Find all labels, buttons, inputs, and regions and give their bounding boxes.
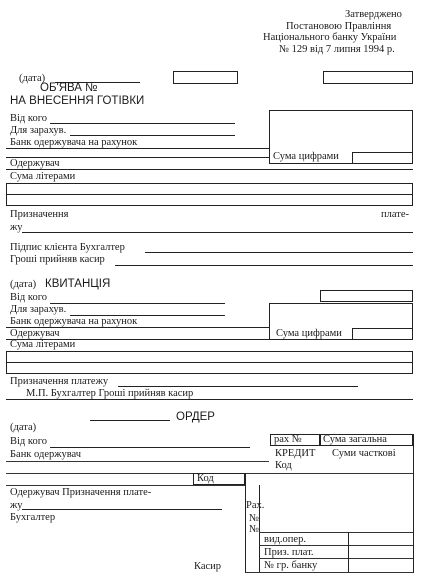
order-title-line [90, 420, 170, 421]
receipt-credit-to-label: Для зарахув. [10, 304, 67, 315]
order-date-label: (дата) [10, 422, 37, 433]
order-from-label: Від кого [10, 436, 48, 447]
receipt-amount-words-divider [6, 362, 413, 363]
notice-signatures-line-2-rule [115, 265, 413, 266]
receipt-date-label: (дата) [10, 279, 37, 290]
notice-recipient-bottom-line [6, 169, 413, 170]
notice-signatures-line-1-rule [145, 252, 413, 253]
notice-number-field[interactable] [173, 71, 238, 84]
receipt-purpose-label: Призначення платежу [10, 376, 109, 387]
receipt-payee-bank-label: Банк одержувача на рахунок [10, 316, 138, 327]
notice-payee-bank-label: Банк одержувача на рахунок [10, 137, 138, 148]
receipt-signatures: М.П. Бухгалтер Гроші прийняв касир [26, 388, 194, 399]
receipt-title: КВИТАНЦІЯ [45, 278, 111, 290]
receipt-recipient-label: Одержувач [10, 328, 60, 339]
notice-credit-to-label: Для зарахув. [10, 125, 67, 136]
order-acct-label-3: № [249, 524, 260, 535]
notice-amount-words-divider [6, 194, 413, 195]
order-from-line [50, 447, 250, 448]
order-row-line-1 [6, 461, 269, 462]
receipt-amount-digits-label: Сума цифрами [276, 328, 342, 339]
notice-amount-digits-label: Сума цифрами [273, 151, 339, 162]
order-recipient-purpose-label: Одержувач Призначення плате- [10, 487, 152, 498]
notice-amount-words-label: Сума літерами [10, 171, 76, 182]
notice-credit-to-line [70, 135, 235, 136]
approval-line-2: Постановою Правління [286, 21, 392, 32]
order-accountant-label: Бухгалтер [10, 512, 56, 523]
receipt-from-label: Від кого [10, 292, 48, 303]
order-op-type-top-line [259, 532, 413, 533]
notice-recipient-label: Одержувач [10, 158, 60, 169]
order-total-amount-label: Сума загальна [323, 434, 387, 445]
order-acct-label-1: Рах. [246, 500, 265, 511]
order-code-right-label: Код [275, 460, 292, 471]
order-bank-group-label: № гр. банку [264, 560, 318, 571]
notice-subtitle: НА ВНЕСЕННЯ ГОТІВКИ [10, 95, 145, 107]
order-row-line-3 [6, 485, 245, 486]
approval-line-4: № 129 від 7 липня 1994 р. [279, 44, 395, 55]
order-payee-bank-label: Банк одержувач [10, 449, 82, 460]
order-acct-label-2: № [249, 513, 260, 524]
approval-line-1: Затверджено [345, 9, 402, 20]
receipt-purpose-line [118, 386, 358, 387]
approval-line-3: Національного банку України [263, 32, 397, 43]
order-payment-purpose-top-line [259, 545, 413, 546]
notice-signatures-line-1: Підпис клієнта Бухгалтер [10, 242, 125, 253]
order-partial-amounts-label: Суми часткові [332, 448, 396, 459]
order-payment-purpose-label: Приз. плат. [264, 547, 314, 558]
order-account-no-label: рах № [274, 434, 302, 445]
receipt-code-field[interactable] [320, 290, 413, 302]
notice-purpose-label: Призначення [10, 209, 69, 220]
notice-code-field[interactable] [323, 71, 413, 84]
order-account-column-left [245, 473, 246, 573]
notice-title: ОБ'ЯВА № [40, 82, 98, 94]
order-credit-label: КРЕДИТ [275, 448, 316, 459]
order-code-left-label: Код [197, 473, 214, 484]
order-bottom-line [245, 572, 413, 573]
notice-date-label: (дата) [19, 73, 46, 84]
receipt-amount-words-label: Сума літерами [10, 339, 76, 350]
order-op-type-label: вид.опер. [264, 534, 306, 545]
order-right-border [413, 434, 414, 573]
receipt-amount-digits-field[interactable] [352, 328, 413, 340]
order-payment-cont: жу [10, 500, 23, 511]
order-account-column-right [259, 485, 260, 573]
notice-purpose-line [22, 232, 413, 233]
receipt-from-line [50, 303, 225, 304]
notice-payment-cont: жу [10, 222, 23, 233]
notice-signatures-line-2: Гроші прийняв касир [10, 254, 105, 265]
order-bank-group-top-line [259, 558, 413, 559]
order-title: ОРДЕР [176, 411, 215, 423]
notice-payment-suffix: плате- [381, 209, 409, 220]
notice-amount-digits-field[interactable] [352, 152, 413, 164]
order-payment-cont-line [22, 509, 222, 510]
notice-from-line [50, 123, 235, 124]
notice-payee-bank-line [6, 148, 269, 149]
order-code-column [348, 532, 349, 573]
receipt-signatures-line [6, 399, 413, 400]
notice-from-label: Від кого [10, 113, 48, 124]
order-cashier-label: Касир [194, 561, 222, 572]
